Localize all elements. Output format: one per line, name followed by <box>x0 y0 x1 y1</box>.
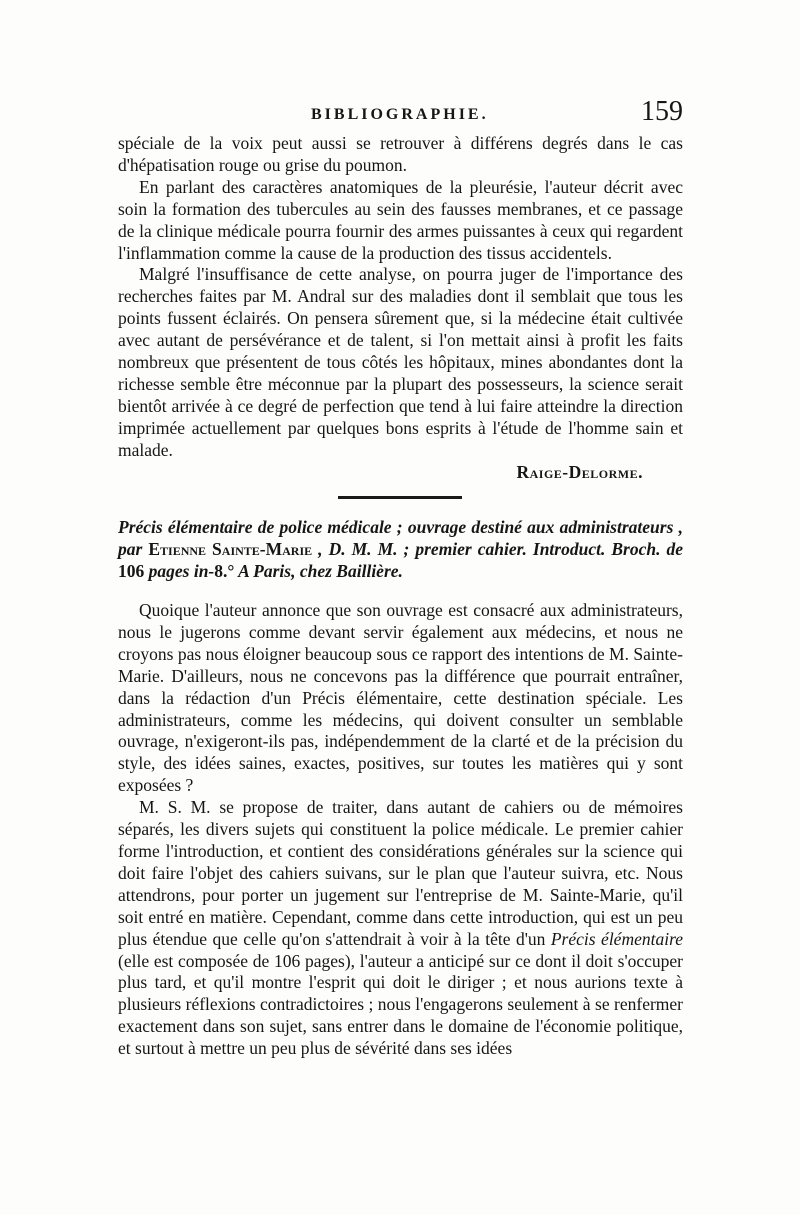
running-title: BIBLIOGRAPHIE. <box>311 106 489 123</box>
running-head <box>118 96 683 130</box>
author-signature: Raige-Delorme. <box>516 461 643 482</box>
author-name: Etienne Sainte-Marie <box>148 539 313 559</box>
text-run: (elle est composée de 106 pages), l'auteur a anticipé sur ce dont il doit s'occuper plus tard, et qu'il montre l'esprit qui doit le diriger ; et nous aurions texte à plusieurs réflexions contradictoires ; nous l'engagerons seulement à se renfermer exactement dans son sujet, sans entrer dans le domaine de l'économie politique, et surtout à mettre un peu plus de sévérité dans ses idées <box>118 950 683 1059</box>
review-body <box>118 600 683 1060</box>
review-title <box>118 516 683 582</box>
section-divider <box>338 496 462 499</box>
paragraph: Malgré l'insuffisance de cette analyse, on pourra juger de l'importance des recherches faites par M. Andral sur des maladies dont il semblait que tous les points fussent éclairés. On pensera sûrement que, si la médecine était cultivée avec autant de persévérance et de talent, si l'on mettait ainsi à profit les faits nombreux que présentent de tous côtés les hôpitaux, mines abondantes dont la richesse semble être méconnue par la plupart des possesseurs, la science serait bientôt arrivée à ce degré de perfection que tend à lui faire atteindre la direction imprimée actuellement par quelques bons esprits à l'étude de l'homme sain et malade. <box>118 264 683 460</box>
review-continuation <box>118 133 683 484</box>
page-count: 106 <box>118 561 145 581</box>
title-part: pages in- <box>144 561 215 581</box>
title-part: , D. M. M. ; premier cahier. Introduct. Broch. de <box>312 539 684 559</box>
paragraph: En parlant des caractères anatomiques de la pleurésie, l'auteur décrit avec soin la formation des tubercules au sein des fausses membranes, et ce passage de la clinique médicale pourra fournir des armes puissantes à ceux qui regardent l'inflammation comme la cause de la production des tissus accidentels. <box>118 176 683 263</box>
paragraph <box>118 797 683 1060</box>
text-run: M. S. M. se propose de traiter, dans autant de cahiers ou de mémoires séparés, les divers sujets qui constituent la police médicale. Le premier cahier forme l'introduction, et contient des considérations générales sur la science qui doit faire l'objet des cahiers suivans, sur le plan que l'auteur suivra, etc. Nous attendrons, pour porter un jugement sur l'entreprise de M. Sainte-Marie, qu'il soit entré en matière. Cependant, comme dans cette introduction, qui est un peu plus étendue que celle qu'on s'attendrait à voir à la tête d'un <box>118 797 683 949</box>
title-part: Précis élémentaire de police médicale ; ouvrage destiné aux administrateurs , par <box>118 517 683 559</box>
paragraph: Quoique l'auteur annonce que son ouvrage est consacré aux administrateurs, nous le jugerons comme devant servir également aux médecins, et nous ne croyons pas nous éloigner beaucoup sous ce rapport des intentions de M. Sainte-Marie. D'ailleurs, nous ne concevons pas la différence que pourrait entraîner, dans la rédaction d'un Précis élémentaire, cette destination spéciale. Les administrateurs, comme les médecins, qui doivent consulter un semblable ouvrage, n'exigeront-ils pas, indépendemment de la clarté et de la précision du style, des idées saines, exactes, positives, sur toutes les matières qui y sont exposées ? <box>118 600 683 796</box>
book-format: 8.° <box>214 561 235 581</box>
page-number: 159 <box>641 96 683 127</box>
title-part: A Paris, chez Baillière. <box>234 561 403 581</box>
italic-title-reference: Précis élémentaire <box>550 928 684 949</box>
paragraph: spéciale de la voix peut aussi se retrouver à différens degrés dans le cas d'hépatisation rouge ou grise du poumon. <box>118 133 683 175</box>
